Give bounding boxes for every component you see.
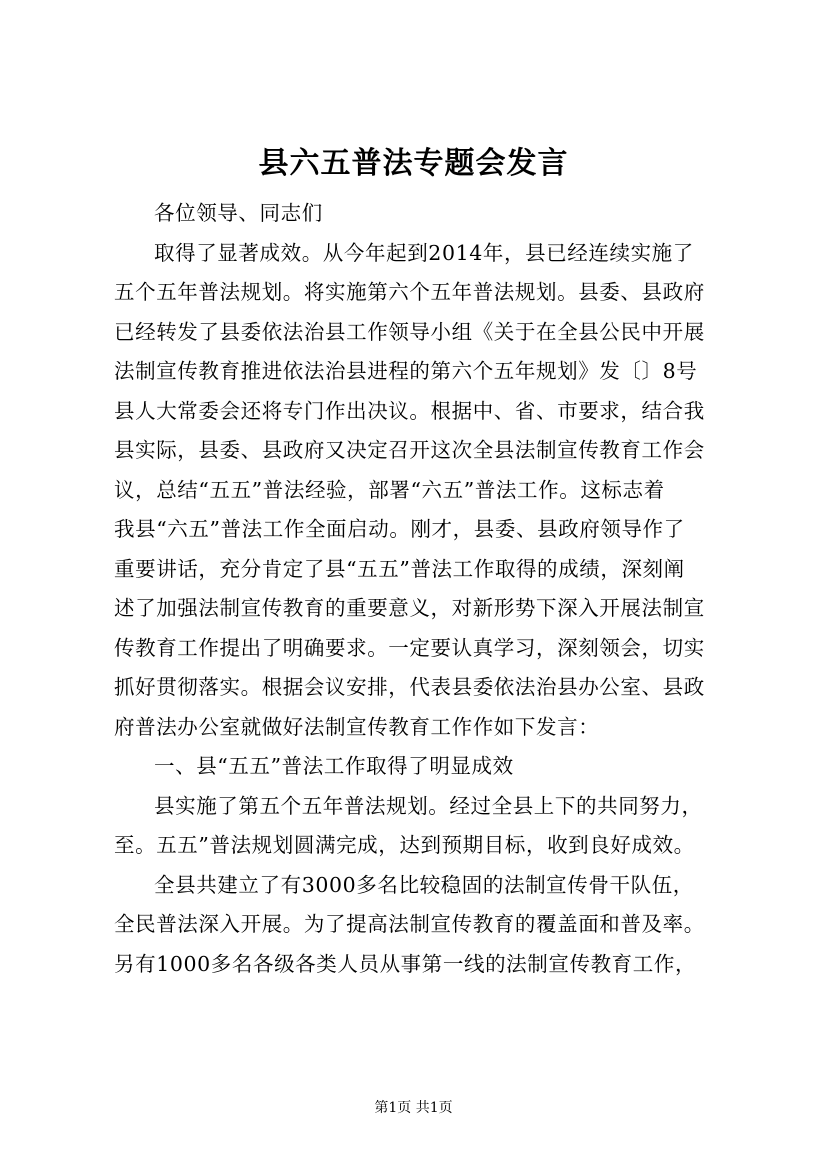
- paragraph-line: 议，总结“五五”普法经验，部署“六五”普法工作。这标志着: [114, 477, 665, 502]
- page-number-footer: 第1页 共1页: [374, 1100, 453, 1116]
- paragraph-line: 县人大常委会还将专门作出决议。根据中、省、市要求，结合我: [114, 398, 705, 423]
- paragraph-line: 我县“六五”普法工作全面启动。刚才，县委、县政府领导作了: [114, 517, 685, 541]
- paragraph-line: 述了加强法制宣传教育的重要意义，对新形势下深入开展法制宣: [114, 596, 705, 620]
- paragraph-line: 至。五五”普法规划圆满完成，达到预期目标，收到良好成效。: [114, 833, 695, 857]
- paragraph-line: 法制宣传教育推进依法治县进程的第六个五年规划》发〔〕8号: [114, 359, 698, 383]
- document-title: 县六五普法专题会发言: [258, 146, 569, 181]
- paragraph-line: 全民普法深入开展。为了提高法制宣传教育的覆盖面和普及率。: [114, 912, 705, 936]
- paragraph-line: 传教育工作提出了明确要求。一定要认真学习，深刻领会，切实: [114, 635, 705, 660]
- paragraph-line: 府普法办公室就做好法制宣传教育工作作如下发言：: [114, 714, 600, 739]
- paragraph-line: 五个五年普法规划。将实施第六个五年普法规划。县委、县政府: [114, 280, 705, 304]
- paragraph-line: 重要讲话，充分肯定了县“五五”普法工作取得的成绩，深刻阐: [114, 556, 685, 581]
- salutation-line: 各位领导、同志们: [154, 201, 323, 225]
- paragraph-line: 县实施了第五个五年普法规划。经过全县上下的共同努力，: [154, 793, 703, 818]
- paragraph-line: 抓好贯彻落实。根据会议安排，代表县委依法治县办公室、县政: [114, 675, 705, 699]
- paragraph-line: 县实际，县委、县政府又决定召开这次全县法制宣传教育工作会: [114, 438, 705, 462]
- paragraph-line: 另有1000多名各级各类人员从事第一线的法制宣传教育工作，: [114, 951, 697, 976]
- document-body: [114, 194, 744, 984]
- paragraph-line: 取得了显著成效。从今年起到2014年，县已经连续实施了: [154, 240, 694, 265]
- paragraph-line: 已经转发了县委依法治县工作领导小组《关于在全县公民中开展: [114, 319, 705, 344]
- section-heading: 一、县“五五”普法工作取得了明显成效: [154, 754, 514, 778]
- paragraph-line: 全县共建立了有3000多名比较稳固的法制宣传骨干队伍，: [154, 872, 694, 897]
